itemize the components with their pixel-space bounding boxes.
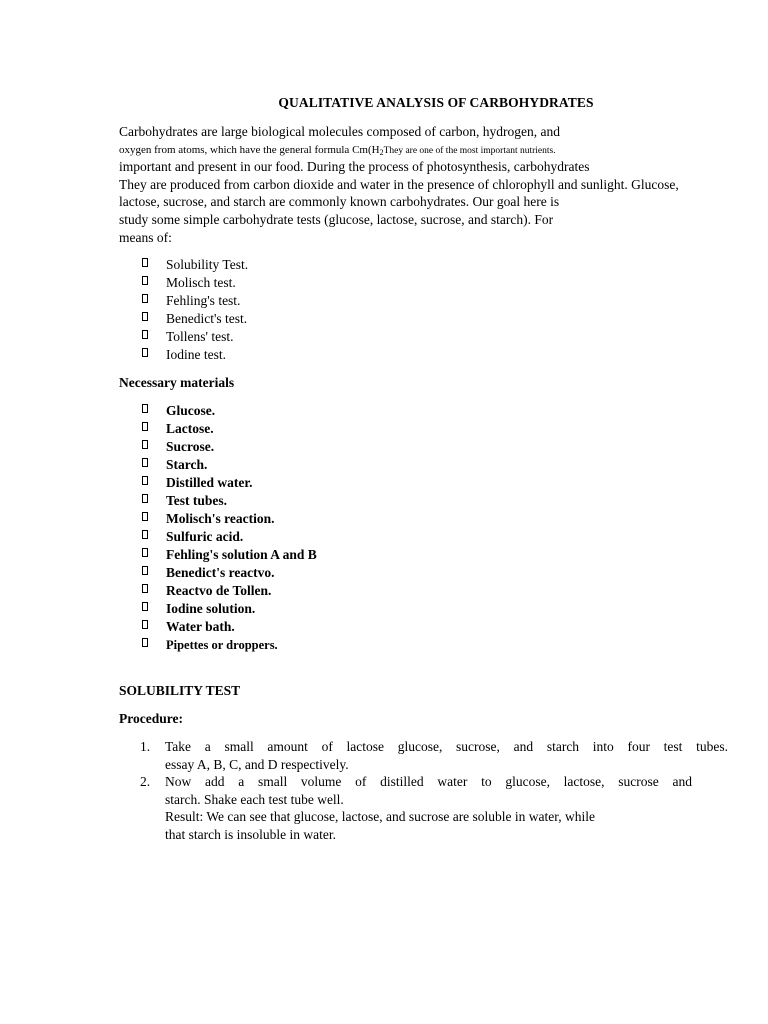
- list-item-label: Tollens' test.: [166, 329, 234, 344]
- list-item-label: Solubility Test.: [166, 257, 249, 272]
- step-result: that starch is insoluble in water.: [165, 826, 336, 842]
- intro-line-5: lactose, sucrose, and starch are commonly known carbohydrates. Our goal here is: [119, 194, 560, 209]
- bullet-box-icon: [142, 422, 148, 431]
- list-item-label: Iodine solution.: [166, 601, 256, 616]
- intro-line-6: study some simple carbohydrate tests (glucose, lactose, sucrose, and starch). For: [119, 212, 554, 227]
- step-result: Result: We can see that glucose, lactose, and sucrose are soluble in water, while: [165, 809, 595, 824]
- materials-heading: Necessary materials: [119, 375, 235, 390]
- bullet-box-icon: [142, 258, 148, 267]
- list-item: [140, 529, 317, 547]
- list-item: [140, 738, 728, 773]
- step-text: Now add a small volume of distilled water to glucose, lactose, sucrose and: [165, 774, 692, 789]
- list-item: [140, 619, 317, 637]
- list-item-label: Molisch's reaction.: [166, 511, 275, 526]
- intro-line-2-text: oxygen from atoms, which have the general formula Cm(H: [119, 144, 380, 156]
- intro-line-3: important and present in our food. During the process of photosynthesis, carbohydrates: [119, 159, 590, 174]
- list-item-label: Glucose.: [166, 403, 216, 418]
- list-item: [140, 293, 248, 311]
- bullet-box-icon: [142, 620, 148, 629]
- list-item: [140, 511, 317, 529]
- solubility-heading: SOLUBILITY TEST: [119, 683, 241, 698]
- list-item-label: Iodine test.: [166, 347, 226, 362]
- procedure-heading: Procedure:: [119, 711, 183, 726]
- list-item: [140, 601, 317, 619]
- step-text: Take a small amount of lactose glucose, sucrose, and starch into four test tubes.: [165, 739, 728, 754]
- step-number: 1.: [140, 739, 151, 754]
- bullet-box-icon: [142, 548, 148, 557]
- bullet-box-icon: [142, 530, 148, 539]
- bullet-box-icon: [142, 584, 148, 593]
- step-text: essay A, B, C, and D respectively.: [165, 756, 349, 772]
- list-item-label: Test tubes.: [166, 493, 228, 508]
- list-item-label: Sulfuric acid.: [166, 529, 244, 544]
- bullet-box-icon: [142, 276, 148, 285]
- bullet-box-icon: [142, 602, 148, 611]
- bullet-box-icon: [142, 440, 148, 449]
- list-item: [140, 403, 317, 421]
- formula-subscript: 2: [379, 148, 384, 157]
- intro-line-2-tail: They are one of the most important nutrients.: [383, 146, 556, 156]
- list-item: [140, 565, 317, 583]
- list-item: [140, 311, 248, 329]
- step-number: 2.: [140, 774, 151, 789]
- bullet-box-icon: [142, 404, 148, 413]
- list-item: [140, 421, 317, 439]
- intro-line-1: Carbohydrates are large biological molecules composed of carbon, hydrogen, and: [119, 124, 560, 139]
- list-item-label: Reactvo de Tollen.: [166, 583, 272, 598]
- procedure-list: [140, 738, 728, 843]
- bullet-box-icon: [142, 638, 148, 647]
- list-item: [140, 637, 317, 655]
- list-item: [140, 439, 317, 457]
- list-item-label: Molisch test.: [166, 275, 236, 290]
- list-item: [140, 475, 317, 493]
- list-item-label: Sucrose.: [166, 439, 215, 454]
- bullet-box-icon: [142, 512, 148, 521]
- list-item-label: Benedict's reactvo.: [166, 565, 275, 580]
- bullet-box-icon: [142, 458, 148, 467]
- list-item: [140, 329, 248, 347]
- list-item: [140, 583, 317, 601]
- bullet-box-icon: [142, 312, 148, 321]
- list-item: [140, 493, 317, 511]
- intro-line-7: means of:: [119, 230, 172, 245]
- bullet-box-icon: [142, 566, 148, 575]
- list-item-label: Benedict's test.: [166, 311, 248, 326]
- list-item: [140, 275, 248, 293]
- step-text: starch. Shake each test tube well.: [165, 791, 344, 807]
- bullet-box-icon: [142, 294, 148, 303]
- bullet-box-icon: [142, 476, 148, 485]
- list-item-label: Fehling's test.: [166, 293, 241, 308]
- list-item-label: Lactose.: [166, 421, 214, 436]
- list-item: [140, 547, 317, 565]
- list-item-label: Fehling's solution A and B: [166, 547, 317, 562]
- list-item-label: Distilled water.: [166, 475, 253, 490]
- list-item-label: Water bath.: [166, 619, 235, 634]
- intro-line-4: They are produced from carbon dioxide and water in the presence of chlorophyll and sunlight. Glucose,: [119, 177, 679, 192]
- tests-list: [140, 257, 248, 365]
- list-item: [140, 257, 248, 275]
- materials-list: [140, 403, 317, 655]
- bullet-box-icon: [142, 348, 148, 357]
- list-item: [140, 457, 317, 475]
- bullet-box-icon: [142, 330, 148, 339]
- list-item: [140, 773, 728, 843]
- list-item: [140, 347, 248, 365]
- bullet-box-icon: [142, 494, 148, 503]
- document-title: QUALITATIVE ANALYSIS OF CARBOHYDRATES: [278, 95, 594, 110]
- list-item-label: Pipettes or droppers.: [166, 638, 278, 652]
- list-item-label: Starch.: [166, 457, 208, 472]
